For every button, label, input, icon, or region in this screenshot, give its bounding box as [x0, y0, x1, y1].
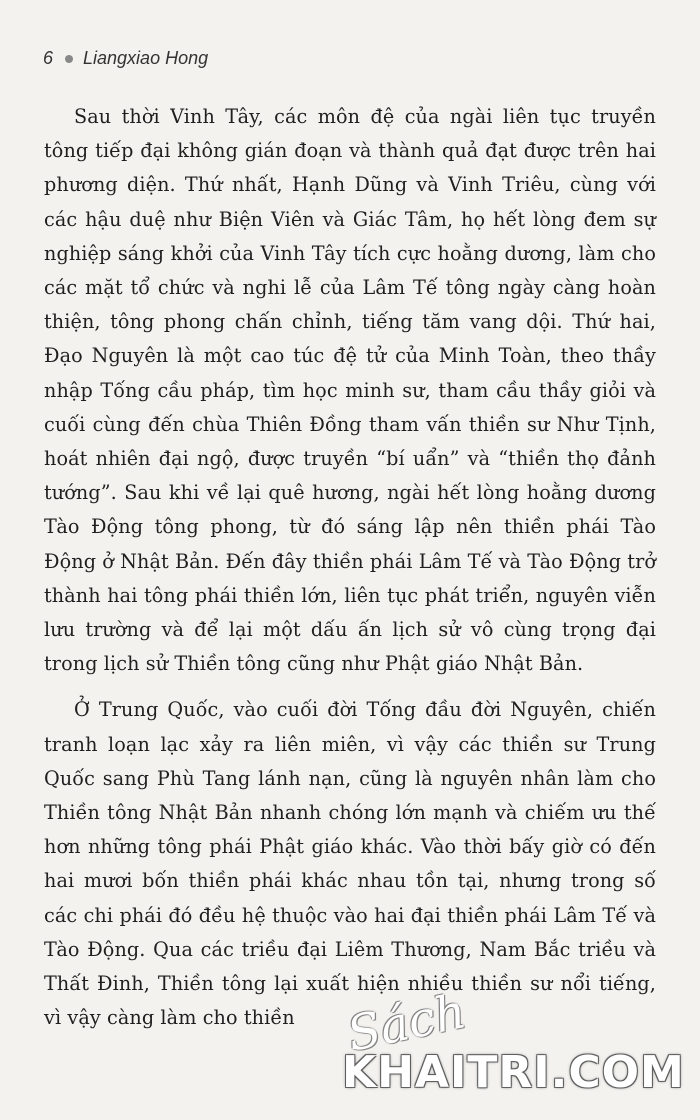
- page-number: 6: [43, 48, 54, 68]
- running-header: [43, 48, 208, 69]
- body-text: [44, 100, 656, 1047]
- bullet-dot-icon: [65, 55, 73, 63]
- author-name: Liangxiao Hong: [83, 48, 209, 68]
- paragraph-1: Sau thời Vinh Tây, các môn đệ của ngài liên tục truyền tông tiếp đại không gián đoạn và thành quả đạt được trên hai phương diện. Thứ nhất, Hạnh Dũng và Vinh Triêu, cùng với các hậu duệ như Biện Viên và Giác Tâm, họ hết lòng đem sự nghiệp sáng khởi của Vinh Tây tích cực hoằng dương, làm cho các mặt tổ chức và nghi lễ của Lâm Tế tông ngày càng hoàn thiện, tông phong chấn chỉnh, tiếng tăm vang dội. Thứ hai, Đạo Nguyên là một cao túc đệ tử của Minh Toàn, theo thầy nhập Tống cầu pháp, tìm học minh sư, tham cầu thầy giỏi và cuối cùng đến chùa Thiên Đồng tham vấn thiền sư Như Tịnh, hoát nhiên đại ngộ, được truyền “bí uẩn” và “thiền thọ đảnh tướng”. Sau khi về lại quê hương, ngài hết lòng hoằng dương Tào Động tông phong, từ đó sáng lập nên thiền phái Tào Động ở Nhật Bản. Đến đây thiền phái Lâm Tế và Tào Động trở thành hai tông phái thiền lớn, liên tục phát triển, nguyên viễn lưu trường và để lại một dấu ấn lịch sử vô cùng trọng đại trong lịch sử Thiền tông cũng như Phật giáo Nhật Bản.: [44, 105, 657, 676]
- watermark-script: Sách: [342, 983, 471, 1063]
- watermark-site: KHAITRI.COM: [342, 1047, 685, 1098]
- paragraph-2: Ở Trung Quốc, vào cuối đời Tống đầu đời Nguyên, chiến tranh loạn lạc xảy ra liên miên, vì vậy các thiền sư Trung Quốc sang Phù Tang lánh nạn, cũng là nguyên nhân làm cho Thiền tông Nhật Bản nhanh chóng lớn mạnh và chiếm ưu thế hơn những tông phái Phật giáo khác. Vào thời bấy giờ có đến hai mươi bốn thiền phái khác nhau tồn tại, nhưng trong số các chi phái đó đều hệ thuộc vào hai đại thiền phái Lâm Tế và Tào Động. Qua các triều đại Liêm Thương, Nam Bắc triều và Thất Đinh, Thiền tông lại xuất hiện nhiều thiền sư nổi tiếng, vì vậy càng làm cho thiền: [44, 698, 656, 1030]
- publisher-watermark: [342, 983, 685, 1110]
